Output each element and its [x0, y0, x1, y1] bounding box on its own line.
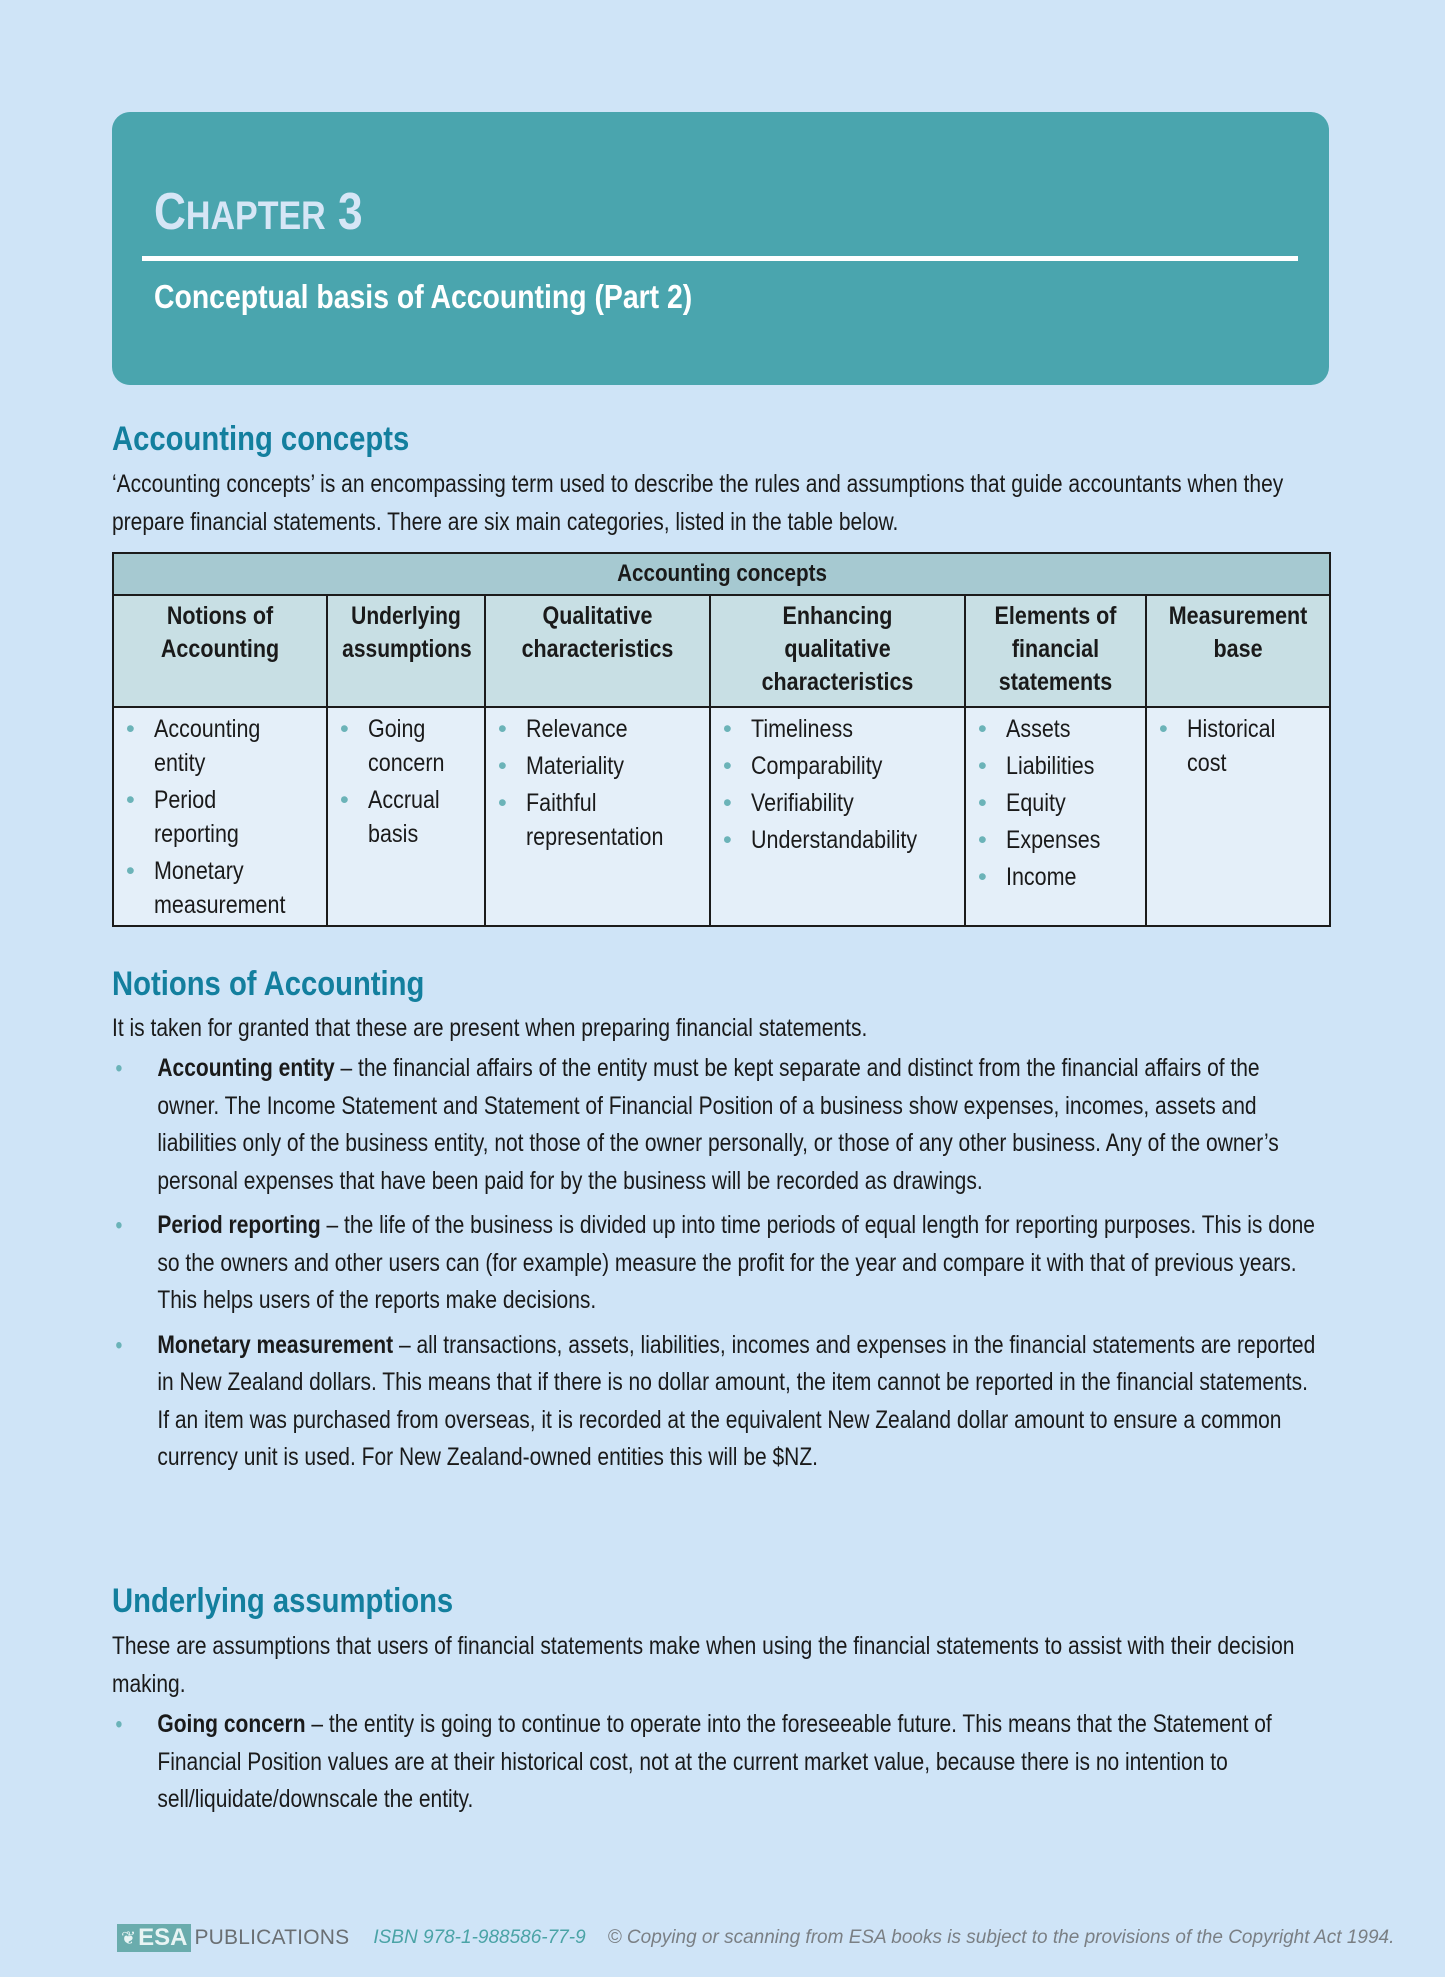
- list-item: • Monetary measurement – all transactions, assets, liabilities, incomes and expenses in the financial statements are reported in New Zealand dollars. This means that if there is no dollar amount, the item cannot be reported in the financial statements. If an item was purchased from overseas, it is recorded at the equivalent New Zealand dollar amount to ensure a common currency unit is used. For New Zealand-owned entities this will be $NZ.: [112, 1327, 1322, 1477]
- list-item: • Materiality: [492, 749, 703, 783]
- column-header: Elements of financial statements: [965, 595, 1146, 707]
- list-item: • Income: [972, 860, 1139, 894]
- list-item: • Accounting entity: [120, 712, 320, 780]
- bullet-icon: •: [126, 715, 135, 743]
- bullet-icon: •: [340, 786, 349, 814]
- list-item: • Period reporting – the life of the business is divided up into time periods of equal length for reporting purposes. This is done so the owners and other users can (for example) measure the profit for the year and compare it with that of previous years. This helps users of the reports make decisions.: [112, 1207, 1322, 1320]
- assumptions-intro: These are assumptions that users of financial statements make when using the financial statements to assist with their decision making.: [112, 1632, 1295, 1698]
- section-heading-notions: Notions of Accounting: [112, 965, 425, 1003]
- bullet-icon: •: [723, 826, 732, 854]
- section-heading-underlying-assumptions: Underlying assumptions: [112, 1582, 454, 1620]
- chapter-initial: C: [154, 183, 186, 241]
- list-item: • Timeliness: [717, 712, 958, 746]
- list-item: • Comparability: [717, 749, 958, 783]
- chapter-subtitle: Conceptual basis of Accounting (Part 2): [154, 278, 693, 315]
- column-header: Underlying assumptions: [327, 595, 485, 707]
- bullet-icon: •: [115, 1212, 123, 1239]
- list-item: • Going concern – the entity is going to continue to operate into the foreseeable future. This means that the Statement of Financial Position values are at their historical cost, not at the current market value, because there is no intention to sell/liquidate/downscale the entity.: [112, 1706, 1322, 1819]
- notions-bullet-list: [112, 1050, 1322, 1484]
- table-cell: [327, 707, 485, 926]
- bullet-icon: •: [978, 715, 987, 743]
- list-item: • Historical cost: [1153, 712, 1323, 780]
- table-cell: [485, 707, 710, 926]
- bullet-icon: •: [115, 1331, 123, 1359]
- publisher-name: PUBLICATIONS: [194, 1926, 350, 1949]
- esa-logo: [117, 1924, 191, 1952]
- bullet-icon: •: [978, 863, 987, 891]
- column-header: Enhancing qualitative characteristics: [710, 595, 965, 707]
- list-item: • Expenses: [972, 823, 1139, 857]
- list-item: • Liabilities: [972, 749, 1139, 783]
- bullet-icon: •: [115, 1711, 123, 1738]
- bullet-icon: •: [126, 857, 135, 885]
- list-item: • Accounting entity – the financial affairs of the entity must be kept separate and distinct from the financial affairs of the owner. The Income Statement and Statement of Financial Position of a business show expenses, incomes, assets and liabilities only of the business entity, not those of the owner personally, or those of any other business. Any of the owner’s personal expenses that have been paid for by the business will be recorded as drawings.: [112, 1050, 1322, 1200]
- isbn: ISBN 978-1-988586-77-9: [373, 1927, 586, 1948]
- bullet-icon: •: [978, 789, 987, 817]
- list-item: • Understandability: [717, 823, 958, 857]
- bullet-icon: •: [978, 752, 987, 780]
- list-item: • Faithful representation: [492, 786, 703, 854]
- accounting-concepts-table: [112, 552, 1331, 927]
- bullet-icon: •: [978, 826, 987, 854]
- chapter-number: 3: [337, 183, 363, 241]
- notions-intro: It is taken for granted that these are present when preparing financial statements.: [112, 1014, 868, 1042]
- table-cell: [113, 707, 327, 926]
- chapter-word: HAPTER: [185, 194, 326, 238]
- column-header: Measurement base: [1146, 595, 1330, 707]
- bullet-icon: •: [498, 715, 507, 743]
- list-item: • Going concern: [334, 712, 478, 780]
- section-heading-accounting-concepts: Accounting concepts: [112, 420, 410, 458]
- copyright-notice: © Copying or scanning from ESA books is subject to the provisions of the Copyright Act 1994.: [607, 1927, 1395, 1948]
- list-item: • Monetary measurement: [120, 854, 320, 922]
- chapter-banner: [112, 112, 1329, 385]
- assumptions-bullet-list: [112, 1706, 1322, 1826]
- list-item: • Equity: [972, 786, 1139, 820]
- table-title: Accounting concepts: [113, 553, 1330, 595]
- table-cell: [965, 707, 1146, 926]
- page-footer: [117, 1924, 1394, 1952]
- bullet-icon: •: [126, 786, 135, 814]
- list-item: • Verifiability: [717, 786, 958, 820]
- bullet-icon: •: [723, 752, 732, 780]
- bullet-icon: •: [340, 715, 349, 743]
- list-item: • Assets: [972, 712, 1139, 746]
- list-item: • Relevance: [492, 712, 703, 746]
- chapter-title: [154, 182, 363, 242]
- bullet-icon: •: [723, 715, 732, 743]
- logo-text: ESA: [138, 1924, 188, 1951]
- column-header: Notions of Accounting: [113, 595, 327, 707]
- accounting-concepts-intro: ‘Accounting concepts’ is an encompassing term used to describe the rules and assumptions that guide accountants when they prepare financial statements. There are six main categories, listed in the table below.: [112, 470, 1284, 536]
- list-item: • Accrual basis: [334, 783, 478, 851]
- bullet-icon: •: [115, 1055, 123, 1082]
- leaf-icon: ❦: [121, 1927, 137, 1948]
- bullet-icon: •: [498, 789, 507, 817]
- bullet-icon: •: [723, 789, 732, 817]
- bullet-icon: •: [498, 752, 507, 780]
- list-item: • Period reporting: [120, 783, 320, 851]
- banner-divider: [142, 256, 1298, 261]
- table-cell: [1146, 707, 1330, 926]
- bullet-icon: •: [1159, 715, 1168, 743]
- table-cell: [710, 707, 965, 926]
- column-header: Qualitative characteristics: [485, 595, 710, 707]
